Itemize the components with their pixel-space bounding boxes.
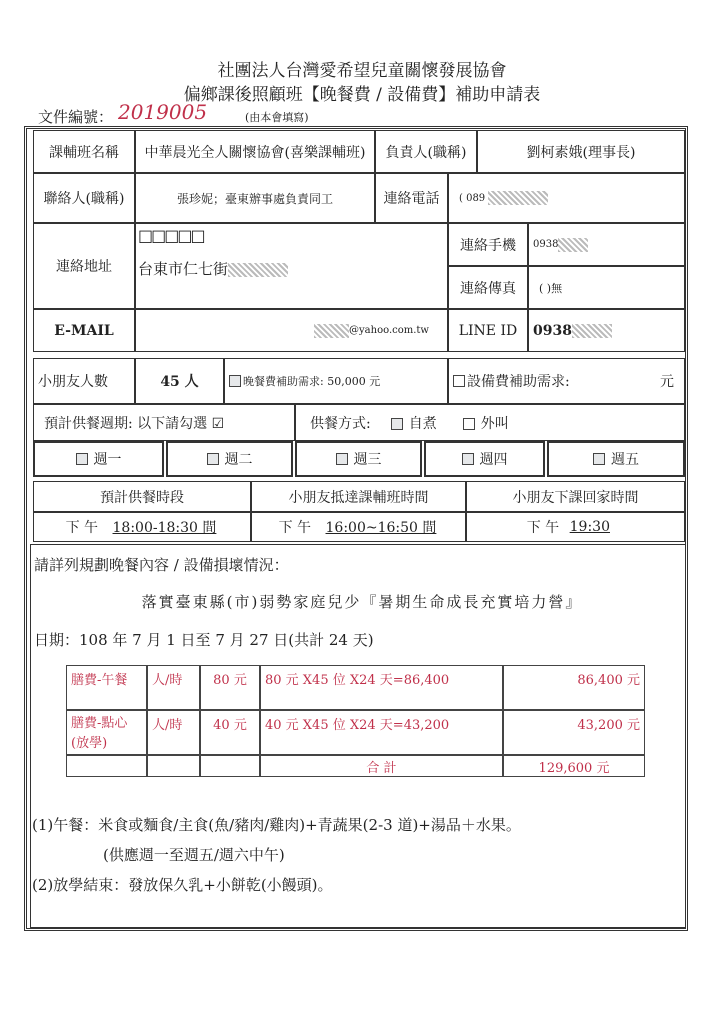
total-label: 合 計 (260, 755, 503, 777)
mobile-field (528, 223, 685, 266)
cell-price: 80 元 (200, 665, 260, 710)
phone-label: 連絡電話 (375, 173, 448, 223)
line-label: LINE ID (448, 309, 528, 352)
cell-item: 膳費-午餐 (66, 665, 147, 710)
redacted-mark (314, 324, 349, 338)
phone-field (448, 173, 685, 223)
equip-request[interactable] (448, 358, 685, 404)
address: 台東市仁七街 (138, 260, 229, 278)
time-prefix: 下 午 (526, 520, 560, 536)
dinner-request-text: 晚餐費補助需求: 50,000 元 (243, 375, 381, 388)
total-amount: 129,600 元 (503, 755, 645, 777)
line-field (528, 309, 685, 352)
cell-calc: 40 元 X45 位 X24 天=43,200 (260, 710, 503, 755)
address-label: 連絡地址 (33, 223, 135, 309)
weekday-wed[interactable] (295, 441, 422, 477)
weekday-label: 週二 (224, 452, 253, 468)
arrive-time (251, 512, 466, 542)
equip-checkbox[interactable] (453, 375, 465, 387)
meal-time (33, 512, 251, 542)
checkbox[interactable] (462, 453, 474, 465)
doc-no-label: 文件編號： (38, 108, 114, 126)
email-label: E-MAIL (33, 309, 135, 352)
checkbox[interactable] (463, 418, 475, 430)
dinner-request[interactable] (224, 358, 448, 404)
kids-label: 小朋友人數 (33, 358, 135, 404)
line-id: 0938 (533, 322, 572, 339)
doc-no-note: (由本會填寫) (245, 111, 309, 124)
kids-count: 45 人 (135, 358, 224, 404)
owner-label: 負責人(職稱) (375, 130, 477, 173)
doc-no: 2019005 (118, 100, 208, 124)
zip-boxes: □□□□□ (138, 226, 204, 245)
weekday-thu[interactable] (424, 441, 545, 477)
empty-cell (147, 755, 200, 777)
note-1: (1)午餐：米食或麵食/主食(魚/豬肉/雞肉)+青蔬果(2-3 道)+湯品＋水果。 (32, 816, 521, 834)
time-value: 19:30 (569, 519, 610, 535)
time-value: 16:00~16:50 間 (325, 520, 437, 536)
equip-request-text: 設備費補助需求: (467, 374, 570, 390)
weekday-label: 週一 (93, 452, 122, 468)
leave-time (466, 512, 685, 542)
cell-item: 膳費-點心(放學) (66, 710, 147, 755)
method-self[interactable] (391, 413, 437, 433)
empty-cell (200, 755, 260, 777)
time-value: 18:00-18:30 間 (112, 520, 217, 536)
weekday-fri[interactable] (547, 441, 685, 477)
leave-time-label: 小朋友下課回家時間 (466, 481, 685, 512)
owner: 劉柯素娥(理事長) (477, 130, 685, 173)
plan-date: 日期：108 年 7 月 1 日至 7 月 27 日(共計 24 天) (34, 631, 374, 649)
checkbox[interactable] (336, 453, 348, 465)
cell-amount: 43,200 元 (503, 710, 645, 755)
dinner-checkbox[interactable] (229, 375, 241, 387)
redacted-mark (488, 191, 548, 205)
address-field (135, 223, 448, 309)
fax-label: 連絡傳真 (448, 266, 528, 309)
class-name-label: 課輔班名稱 (33, 130, 135, 173)
redacted-mark (228, 263, 288, 277)
method-field (295, 404, 685, 441)
arrive-time-label: 小朋友抵達課輔班時間 (251, 481, 466, 512)
weekday-label: 週三 (353, 452, 382, 468)
email: @yahoo.com.tw (349, 325, 429, 336)
cell-calc: 80 元 X45 位 X24 天=86,400 (260, 665, 503, 710)
mobile-label: 連絡手機 (448, 223, 528, 266)
contact-label: 聯絡人(職稱) (33, 173, 135, 223)
option-label: 自煮 (408, 415, 437, 432)
org-name: 社團法人台灣愛希望兒童關懷發展協會 (217, 61, 507, 81)
fax: ( )無 (528, 266, 685, 309)
equip-unit: 元 (660, 374, 674, 390)
class-name: 中華晨光全人關懷協會(喜樂課輔班) (135, 130, 375, 173)
address-text (138, 258, 288, 279)
redacted-mark (558, 238, 588, 252)
checkbox[interactable] (76, 453, 88, 465)
checkbox[interactable] (207, 453, 219, 465)
email-field (135, 309, 448, 352)
method-label: 供餐方式: (310, 415, 371, 432)
note-1-sub: (供應週一至週五/週六中午) (103, 846, 285, 864)
cell-price: 40 元 (200, 710, 260, 755)
meal-time-label: 預計供餐時段 (33, 481, 251, 512)
form-title: 偏鄉課後照顧班【晚餐費 / 設備費】補助申請表 (183, 85, 541, 105)
contact: 張珍妮；臺東辦事處負責同工 (135, 173, 375, 223)
weekday-label: 週四 (479, 452, 508, 468)
method-order[interactable] (463, 413, 509, 433)
empty-cell (66, 755, 147, 777)
checkbox[interactable] (593, 453, 605, 465)
option-label: 外叫 (480, 415, 509, 432)
program-title: 落實臺東縣(市)弱勢家庭兒少『暑期生命成長充實培力營』 (141, 593, 583, 611)
plan-heading: 請詳列規劃晚餐內容 / 設備損壞情況： (34, 556, 289, 574)
redacted-mark (572, 324, 612, 338)
weekday-mon[interactable] (33, 441, 164, 477)
weekday-tue[interactable] (166, 441, 293, 477)
mobile: 0938 (533, 239, 559, 250)
weekday-label: 週五 (611, 452, 639, 468)
checkbox[interactable] (391, 418, 403, 430)
phone: ( 089 (459, 192, 486, 204)
cell-amount: 86,400 元 (503, 665, 645, 710)
cell-unit: 人/時 (147, 710, 200, 755)
cell-unit: 人/時 (147, 665, 200, 710)
time-prefix: 下 午 (65, 520, 99, 536)
note-2: (2)放學結束：發放保久乳+小餅乾(小饅頭)。 (32, 876, 333, 894)
period-label: 預計供餐週期: 以下請勾選 ☑ (33, 404, 295, 441)
time-prefix: 下 午 (278, 520, 312, 536)
